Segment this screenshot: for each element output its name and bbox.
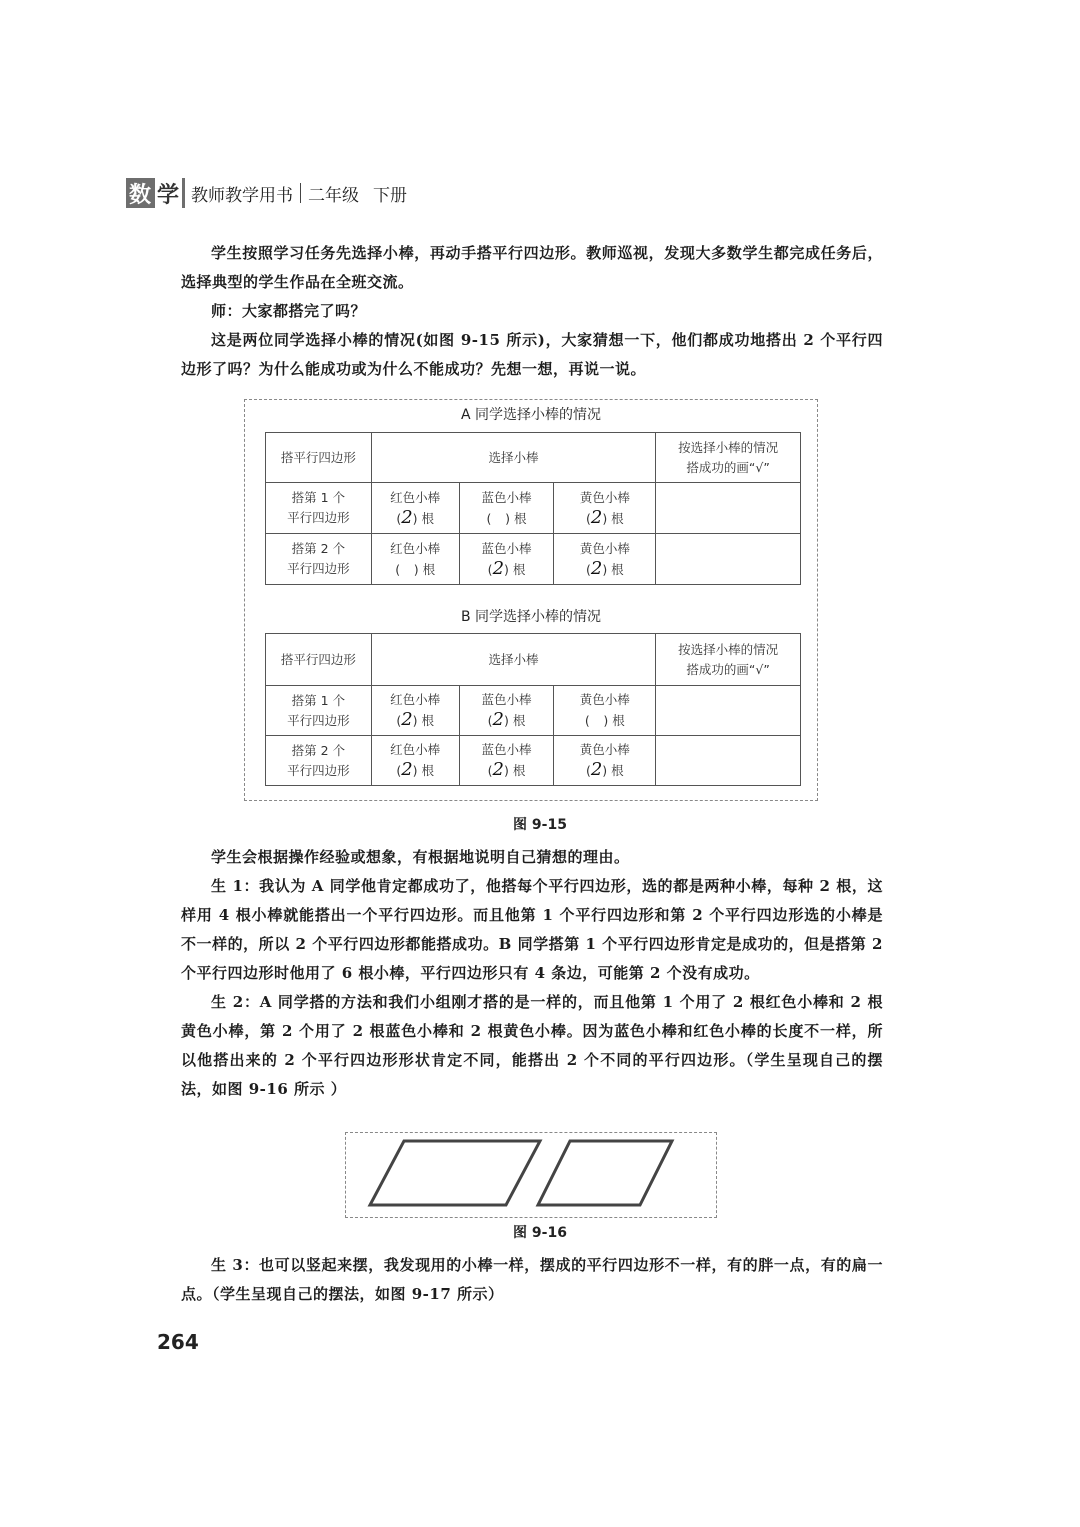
header-cell — [656, 634, 801, 686]
row-label — [266, 686, 372, 736]
check-cell — [656, 483, 801, 534]
row-label-line: 平行四边形 — [287, 762, 350, 778]
stick-count: 2 — [590, 557, 603, 579]
row-label — [266, 483, 372, 534]
paragraph: 生 3：也可以竖起来摆，我发现用的小棒一样，摆成的平行四边形不一样，有的胖一点，有的扁一点。（学生呈现自己的摆法，如图 9-17 所示） — [181, 1256, 883, 1303]
figure-caption-9-16: 图 9-16 — [513, 1225, 567, 1241]
paren: ( — [585, 561, 591, 577]
figure-9-15 — [244, 399, 818, 801]
header-line: 按选择小棒的情况 — [678, 439, 779, 455]
parallelogram-2 — [538, 1141, 672, 1205]
header-cell — [656, 433, 801, 483]
header-cell: 选择小棒 — [371, 634, 655, 686]
paren: ( — [487, 763, 493, 778]
discussion-paragraphs — [181, 843, 883, 1104]
stick-color: 黄色小棒 — [579, 540, 630, 556]
stick-count: 2 — [590, 506, 603, 528]
paren-unit: ) 根 — [504, 561, 526, 577]
stick-count: 2 — [401, 709, 413, 730]
paren: ( — [585, 510, 591, 526]
stick-cell — [459, 736, 554, 786]
subject-logo — [126, 178, 185, 208]
stick-count — [400, 558, 406, 579]
stick-count: 2 — [492, 709, 504, 730]
stick-count: 2 — [401, 759, 413, 780]
row-label-line: 平行四边形 — [287, 561, 350, 576]
row-label-line: 搭第 1 个 — [291, 490, 346, 505]
stick-count: 2 — [492, 557, 505, 579]
stick-color: 黄色小棒 — [579, 742, 630, 757]
stick-cell — [459, 686, 554, 736]
table-row — [266, 534, 801, 585]
paragraph: 这是两位同学选择小棒的情况(如图 9-15 所示)，大家猜想一下，他们都成功地搭出 2 个平行四边形了吗？为什么能成功或为什么不能成功？先想一想，再说一说。 — [181, 331, 883, 378]
stick-cell — [371, 534, 459, 585]
row-label — [266, 736, 372, 786]
header-line: 搭成功的画“√” — [686, 459, 770, 475]
table-b-title: B 同学选择小棒的情况 — [460, 609, 602, 625]
stick-color: 黄色小棒 — [579, 489, 630, 505]
paren: ( — [396, 713, 402, 728]
paren: ( — [396, 510, 402, 526]
paren-unit: ) 根 — [412, 510, 435, 526]
paren: ( — [486, 510, 492, 526]
stick-color: 红色小棒 — [390, 489, 441, 505]
header-cell: 搭平行四边形 — [266, 433, 372, 483]
stick-count: 2 — [590, 759, 603, 780]
book-title: 教师教学用书 — [191, 185, 294, 206]
paren-unit: ) 根 — [603, 713, 625, 728]
paren-unit: ) 根 — [503, 713, 526, 728]
stick-color: 黄色小棒 — [579, 692, 630, 707]
paren: ( — [396, 763, 402, 778]
table-row — [266, 483, 801, 534]
row-label-line: 平行四边形 — [287, 510, 350, 525]
logo-char-2: 学 — [155, 178, 182, 209]
stick-color: 红色小棒 — [390, 540, 441, 556]
intro-paragraphs — [181, 239, 883, 384]
header-line: 搭成功的画“√” — [686, 661, 770, 677]
table-header-row — [266, 433, 801, 483]
paren-unit: ) 根 — [412, 763, 435, 778]
table-row — [266, 686, 801, 736]
stick-color: 蓝色小棒 — [481, 692, 532, 707]
stick-cell — [459, 483, 554, 534]
table-header-row — [266, 634, 801, 686]
paren-unit: ) 根 — [602, 510, 624, 526]
page-number: 264 — [157, 1330, 199, 1354]
row-label-line: 搭第 2 个 — [291, 742, 346, 758]
header-cell: 搭平行四边形 — [266, 634, 372, 686]
row-label-line: 搭第 1 个 — [291, 692, 346, 708]
row-label — [266, 534, 372, 585]
logo-char-1: 数 — [129, 182, 153, 208]
paren-unit: ) 根 — [412, 713, 435, 728]
stick-cell — [554, 483, 656, 534]
header-line: 按选择小棒的情况 — [678, 641, 779, 657]
row-label-line: 平行四边形 — [287, 712, 350, 728]
paren-unit: ) 根 — [602, 763, 624, 778]
stick-cell — [554, 534, 656, 585]
volume-label: 下册 — [373, 185, 408, 206]
paren: ( — [395, 561, 401, 577]
stick-cell — [459, 534, 554, 585]
stick-color: 蓝色小棒 — [481, 742, 532, 757]
row-label-line: 搭第 2 个 — [291, 541, 346, 556]
paren: ( — [585, 763, 591, 778]
paren: ( — [584, 713, 590, 728]
paren-unit: ) 根 — [505, 510, 527, 526]
stick-cell — [554, 736, 656, 786]
parallelogram-1 — [370, 1141, 540, 1205]
stick-color: 红色小棒 — [390, 692, 441, 707]
stick-cell — [554, 686, 656, 736]
parallelogram-drawing — [346, 1133, 716, 1217]
table-a-title: A 同学选择小棒的情况 — [460, 407, 602, 423]
paren-unit: ) 根 — [413, 561, 436, 577]
paren: ( — [487, 713, 493, 728]
paren-unit: ) 根 — [503, 763, 526, 778]
closing-paragraph — [181, 1251, 883, 1309]
stick-color: 红色小棒 — [390, 742, 441, 757]
stick-count — [491, 507, 497, 528]
table-a — [265, 432, 801, 585]
check-cell — [656, 736, 801, 786]
figure-caption-9-15: 图 9-15 — [513, 817, 567, 833]
paren: ( — [487, 561, 493, 577]
check-cell — [656, 686, 801, 736]
stick-count — [590, 709, 596, 730]
paragraph: 师：大家都搭完了吗？ — [211, 302, 367, 320]
header-divider — [300, 183, 301, 203]
table-row — [266, 736, 801, 786]
paragraph: 学生按照学习任务先选择小棒，再动手搭平行四边形。教师巡视，发现大多数学生都完成任务后，选择典型的学生作品在全班交流。 — [181, 244, 883, 291]
paren-unit: ) 根 — [602, 561, 624, 577]
stick-color: 蓝色小棒 — [481, 540, 532, 556]
check-cell — [656, 534, 801, 585]
running-header — [126, 176, 407, 210]
table-b — [265, 633, 801, 786]
paragraph: 学生会根据操作经验或想象，有根据地说明自己猜想的理由。 — [211, 848, 630, 866]
stick-cell — [371, 483, 459, 534]
paragraph: 生 1：我认为 A 同学他肯定都成功了，他搭每个平行四边形，选的都是两种小棒，每种 2 根，这样用 4 根小棒就能搭出一个平行四边形。而且他第 1 个平行四边形和第 2 个平行四边形选的小棒是不一样的，所以 2 个平行四边形都能搭成功。B 同学搭第 1 个平行四边形肯定是成功的，但是搭第 2 个平行四边形时他用了 6 根小棒，平行四边形只有 4 条边，可能第 2 个没有成功。 — [181, 877, 883, 982]
stick-color: 蓝色小棒 — [481, 489, 532, 505]
figure-9-16 — [345, 1132, 717, 1218]
stick-count: 2 — [492, 759, 504, 780]
stick-cell — [371, 686, 459, 736]
grade-label: 二年级 — [308, 185, 360, 206]
paragraph: 生 2：A 同学搭的方法和我们小组刚才搭的是一样的，而且他第 1 个用了 2 根红色小棒和 2 根黄色小棒，第 2 个用了 2 根蓝色小棒和 2 根黄色小棒。因为蓝色小棒和红色小棒的长度不一样，所以他搭出来的 2 个平行四边形形状肯定不同，能搭出 2 个不同的平行四边形。（学生呈现自己的摆法，如图 9-16 所示 ） — [181, 993, 883, 1098]
header-cell: 选择小棒 — [371, 433, 655, 483]
stick-count: 2 — [401, 506, 413, 528]
stick-cell — [371, 736, 459, 786]
